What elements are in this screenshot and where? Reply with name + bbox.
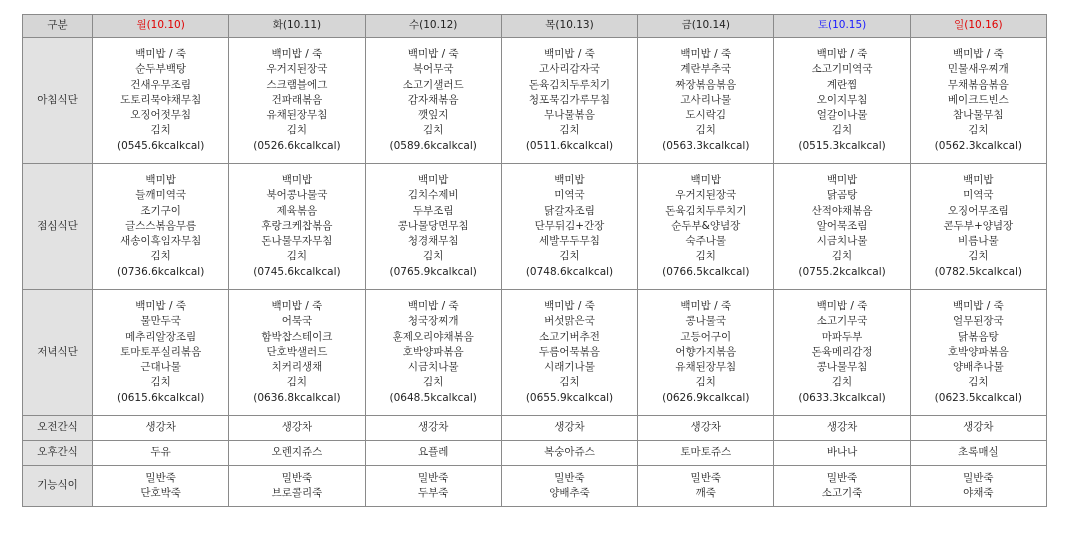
- menu-item: (0511.6kcalkcal): [525, 139, 614, 152]
- menu-item: 김치: [968, 376, 989, 389]
- menu-item: 짜장볶음볶음: [675, 78, 737, 91]
- menu-cell: [501, 164, 637, 290]
- menu-item: 백미밥 / 죽: [135, 48, 187, 61]
- menu-item: (0766.5kcalkcal): [662, 265, 750, 278]
- menu-item: (0633.3kcalkcal): [798, 391, 886, 404]
- menu-item: 토마토푸실리볶음: [120, 345, 202, 358]
- menu-item: (0655.9kcalkcal): [525, 391, 614, 404]
- snack-cell: [93, 441, 229, 466]
- menu-item: 고사리감자국: [539, 63, 600, 76]
- menu-item: (0526.6kcalkcal): [253, 139, 341, 152]
- menu-item: 청국장찌개: [407, 315, 459, 328]
- row-label: 아침식단: [23, 38, 93, 164]
- menu-item: (0562.3kcalkcal): [934, 139, 1023, 152]
- menu-item: 유채된장무침: [675, 361, 737, 374]
- menu-item: 닭곰탕: [826, 189, 858, 202]
- menu-item: 밀반죽: [826, 471, 858, 484]
- menu-item: 백미밥: [145, 174, 176, 187]
- day-header: 일(10.16): [910, 15, 1046, 38]
- menu-item: 백미밥 / 죽: [680, 300, 732, 313]
- menu-item: 돈육메리감정: [811, 345, 873, 358]
- menu-item: 백미밥: [417, 174, 449, 187]
- menu-item: 무채볶음볶음: [947, 78, 1009, 91]
- snack-cell: [501, 416, 637, 441]
- menu-item: 복숭아쥬스: [544, 446, 595, 459]
- menu-item: 어묵국: [281, 315, 313, 328]
- menu-item: 김치: [150, 376, 171, 389]
- category-header: 구분: [23, 15, 93, 38]
- menu-item: 제육볶음: [276, 204, 318, 217]
- day-header: 화(10.11): [229, 15, 365, 38]
- menu-cell: [910, 164, 1046, 290]
- menu-item: 백미밥: [690, 174, 721, 187]
- menu-item: 후랑크케찹볶음: [261, 219, 333, 232]
- menu-item: 콩나물무침: [816, 361, 868, 374]
- diet-cell: [229, 466, 365, 507]
- menu-cell: [501, 38, 637, 164]
- menu-item: 김치: [423, 124, 444, 137]
- menu-item: 단호박샐러드: [266, 345, 328, 358]
- diet-cell: [93, 466, 229, 507]
- menu-item: 스크램블에그: [266, 78, 328, 91]
- pm-snack-row: [23, 441, 1047, 466]
- snack-cell: [229, 416, 365, 441]
- menu-item: 백미밥 / 죽: [816, 300, 868, 313]
- menu-item: 생강차: [417, 421, 449, 434]
- menu-item: 물만두국: [140, 315, 181, 328]
- menu-item: 단호박죽: [140, 487, 181, 499]
- breakfast-row: [23, 38, 1047, 164]
- menu-item: 두름어묵볶음: [539, 345, 600, 358]
- menu-item: 백미밥: [963, 174, 994, 187]
- menu-item: 요플레: [417, 446, 449, 459]
- menu-item: 생강차: [826, 421, 858, 434]
- menu-cell: [638, 164, 774, 290]
- menu-item: 순두부&양념장: [671, 219, 741, 232]
- menu-item: 생강차: [281, 421, 313, 434]
- lunch-row: [23, 164, 1047, 290]
- menu-item: 백미밥 / 죽: [816, 48, 868, 61]
- menu-item: 백미밥: [554, 174, 585, 187]
- header-row: [23, 15, 1047, 38]
- menu-item: 계란부추국: [680, 63, 732, 76]
- snack-cell: [501, 441, 637, 466]
- menu-item: 함박찹스테이크: [261, 330, 333, 343]
- am-snack-row: [23, 416, 1047, 441]
- menu-item: (0515.3kcalkcal): [798, 139, 886, 152]
- day-header: 수(10.12): [365, 15, 501, 38]
- menu-item: 베이크드빈스: [947, 93, 1009, 106]
- menu-item: 감자채볶음: [407, 93, 459, 106]
- menu-item: 양배추나물: [952, 361, 1004, 374]
- menu-item: 미역국: [963, 189, 994, 202]
- menu-item: 들깨미역국: [135, 189, 186, 202]
- dinner-row: [23, 290, 1047, 416]
- menu-item: 김치: [968, 250, 989, 263]
- menu-item: 생강차: [690, 421, 721, 434]
- menu-item: 무나물볶음: [544, 109, 595, 122]
- menu-item: 백미밥 / 죽: [407, 48, 459, 61]
- snack-cell: [229, 441, 365, 466]
- menu-item: 김치: [559, 124, 580, 137]
- menu-item: 백미밥 / 죽: [544, 300, 595, 313]
- menu-item: 김치: [695, 250, 716, 263]
- menu-item: 백미밥 / 죽: [544, 48, 595, 61]
- menu-item: 바나나: [826, 446, 858, 459]
- menu-item: 우거지된장국: [266, 63, 328, 76]
- menu-item: 김치: [423, 376, 444, 389]
- menu-item: 소고기버추전: [539, 330, 600, 343]
- menu-item: 초록매실: [958, 446, 999, 459]
- menu-item: 청경채무침: [407, 235, 459, 248]
- menu-item: 토마토쥬스: [680, 446, 732, 459]
- diet-cell: [910, 466, 1046, 507]
- diet-cell: [638, 466, 774, 507]
- menu-item: 김치: [831, 124, 853, 137]
- menu-item: 조기구이: [140, 204, 181, 217]
- menu-item: 숙주나물: [685, 235, 727, 248]
- menu-item: 참나물무침: [952, 109, 1004, 122]
- menu-item: 생강차: [554, 421, 585, 434]
- menu-item: 얼갈이나물: [816, 109, 868, 122]
- functional-diet-row: [23, 466, 1047, 507]
- menu-item: 미역국: [554, 189, 585, 202]
- menu-item: 밀반죽: [281, 471, 313, 484]
- menu-item: (0648.5kcalkcal): [389, 391, 477, 404]
- menu-item: (0626.9kcalkcal): [662, 391, 750, 404]
- menu-item: 치커리생채: [271, 361, 323, 374]
- menu-cell: [93, 38, 229, 164]
- menu-item: 백미밥 / 죽: [407, 300, 459, 313]
- menu-item: 김치수제비: [407, 189, 459, 202]
- menu-item: 오렌지쥬스: [271, 446, 323, 459]
- menu-item: 김치: [831, 376, 853, 389]
- menu-cell: [229, 164, 365, 290]
- menu-item: 훈제오리야채볶음: [392, 330, 474, 343]
- menu-item: 밀반죽: [690, 471, 721, 484]
- menu-cell: [93, 164, 229, 290]
- menu-item: 김치: [968, 124, 989, 137]
- menu-item: 도시락김: [685, 109, 727, 122]
- menu-item: (0782.5kcalkcal): [934, 265, 1023, 278]
- snack-cell: [774, 416, 910, 441]
- menu-item: 생강차: [963, 421, 994, 434]
- menu-item: 두유: [150, 446, 171, 459]
- menu-item: 밀반죽: [417, 471, 449, 484]
- menu-item: 김치: [695, 124, 716, 137]
- snack-cell: [365, 441, 501, 466]
- menu-item: 고등어구이: [680, 330, 732, 343]
- menu-item: 어향가지볶음: [675, 345, 737, 358]
- menu-item: 글스스볶음무름: [125, 219, 197, 232]
- menu-item: (0765.9kcalkcal): [389, 265, 477, 278]
- menu-item: 유채된장무침: [266, 109, 328, 122]
- menu-item: 북어무국: [412, 63, 454, 76]
- menu-item: 메추리알장조림: [125, 330, 197, 343]
- menu-cell: [501, 290, 637, 416]
- menu-item: 브로콜리죽: [271, 487, 323, 499]
- menu-item: 오이지무침: [816, 93, 868, 106]
- snack-cell: [93, 416, 229, 441]
- menu-item: 북어콩나물국: [266, 189, 328, 202]
- menu-cell: [774, 290, 910, 416]
- menu-item: (0589.6kcalkcal): [389, 139, 477, 152]
- menu-item: 닭볶음탕: [958, 330, 999, 343]
- menu-item: (0563.3kcalkcal): [662, 139, 750, 152]
- menu-cell: [229, 290, 365, 416]
- menu-item: 시금치나물: [407, 361, 459, 374]
- menu-item: 오징어젓무침: [130, 109, 192, 122]
- menu-item: 순두부백탕: [135, 63, 186, 76]
- menu-item: 깨죽: [695, 487, 716, 499]
- menu-item: 청포묵김가루무침: [528, 93, 611, 106]
- menu-item: (0545.6kcalkcal): [116, 139, 205, 152]
- menu-item: 김치: [150, 124, 171, 137]
- menu-cell: [93, 290, 229, 416]
- menu-item: 김치: [423, 250, 444, 263]
- menu-item: (0736.6kcalkcal): [116, 265, 205, 278]
- menu-item: 김치: [831, 250, 853, 263]
- menu-item: 소고기샐러드: [402, 78, 464, 91]
- menu-item: 돈육김치두루치기: [665, 204, 747, 217]
- menu-item: 김치: [695, 376, 716, 389]
- menu-item: 건새우무조림: [130, 78, 192, 91]
- day-header: 월(10.10): [93, 15, 229, 38]
- menu-cell: [774, 38, 910, 164]
- menu-item: 백미밥 / 죽: [952, 300, 1004, 313]
- menu-item: 두부죽: [417, 487, 449, 499]
- menu-item: 우거지된장국: [675, 189, 737, 202]
- row-label: 점심식단: [23, 164, 93, 290]
- menu-cell: [910, 38, 1046, 164]
- menu-item: 김치: [286, 250, 308, 263]
- row-label: 오전간식: [23, 416, 93, 441]
- snack-cell: [638, 441, 774, 466]
- menu-item: 김치: [559, 376, 580, 389]
- diet-cell: [365, 466, 501, 507]
- menu-item: 새송이흑임자무침: [120, 235, 202, 248]
- day-header: 목(10.13): [501, 15, 637, 38]
- menu-item: 오징어무조림: [947, 204, 1009, 217]
- menu-item: 돈나물무자무침: [261, 235, 333, 248]
- diet-cell: [501, 466, 637, 507]
- menu-item: 백미밥 / 죽: [135, 300, 187, 313]
- menu-item: 밀반죽: [554, 471, 585, 484]
- menu-item: 산적야채볶음: [811, 204, 873, 217]
- menu-item: (0615.6kcalkcal): [116, 391, 205, 404]
- menu-item: 야채죽: [963, 487, 994, 499]
- snack-cell: [774, 441, 910, 466]
- menu-item: 생강차: [145, 421, 176, 434]
- menu-item: 계란찜: [826, 78, 858, 91]
- menu-item: 김치: [286, 376, 308, 389]
- row-label: 저녁식단: [23, 290, 93, 416]
- menu-item: 백미밥 / 죽: [271, 300, 323, 313]
- snack-cell: [638, 416, 774, 441]
- menu-item: 소고기죽: [821, 487, 863, 499]
- menu-item: 건파래볶음: [271, 93, 323, 106]
- menu-item: 세발무두무침: [539, 235, 600, 248]
- menu-item: 비름나물: [958, 235, 999, 248]
- menu-item: 버섯맑은국: [544, 315, 595, 328]
- weekly-meal-table: [22, 14, 1047, 507]
- menu-item: 백미밥: [826, 174, 858, 187]
- menu-item: 백미밥: [281, 174, 313, 187]
- menu-item: (0623.5kcalkcal): [934, 391, 1023, 404]
- row-label: 기능식이: [23, 466, 93, 507]
- menu-cell: [229, 38, 365, 164]
- menu-item: 깻잎지: [417, 109, 449, 122]
- menu-item: (0748.6kcalkcal): [525, 265, 614, 278]
- menu-item: 도토리묵야채무침: [120, 93, 202, 106]
- menu-cell: [910, 290, 1046, 416]
- day-header: 토(10.15): [774, 15, 910, 38]
- menu-item: 김치: [150, 250, 171, 263]
- menu-item: 돈육김치두루치기: [528, 78, 611, 91]
- menu-item: 백미밥 / 죽: [952, 48, 1004, 61]
- menu-cell: [774, 164, 910, 290]
- menu-item: 고사리나물: [680, 93, 732, 106]
- menu-item: 마파두부: [821, 330, 863, 343]
- diet-cell: [774, 466, 910, 507]
- menu-cell: [365, 290, 501, 416]
- menu-item: 근대나물: [140, 361, 181, 374]
- menu-item: 시금치나물: [816, 235, 868, 248]
- menu-item: 콘두부+양념장: [943, 219, 1014, 232]
- menu-item: 콩나물당면무침: [397, 219, 469, 232]
- menu-item: 밀반죽: [963, 471, 994, 484]
- snack-cell: [910, 441, 1046, 466]
- menu-cell: [365, 164, 501, 290]
- menu-item: 두부조림: [412, 204, 454, 217]
- day-header: 금(10.14): [638, 15, 774, 38]
- menu-item: 김치: [559, 250, 580, 263]
- menu-item: (0755.2kcalkcal): [798, 265, 886, 278]
- menu-item: 콩나물국: [685, 315, 727, 328]
- menu-item: 백미밥 / 죽: [271, 48, 323, 61]
- snack-cell: [365, 416, 501, 441]
- menu-item: 시래기나물: [544, 361, 595, 374]
- menu-item: 김치: [286, 124, 308, 137]
- menu-cell: [365, 38, 501, 164]
- menu-cell: [638, 38, 774, 164]
- menu-item: 백미밥 / 죽: [680, 48, 732, 61]
- menu-cell: [638, 290, 774, 416]
- menu-item: 민물새우찌개: [947, 63, 1009, 76]
- row-label: 오후간식: [23, 441, 93, 466]
- menu-item: 양배추죽: [549, 487, 590, 499]
- menu-item: (0636.8kcalkcal): [253, 391, 341, 404]
- menu-item: 알어묵조림: [816, 219, 868, 232]
- menu-item: 밀반죽: [145, 471, 176, 484]
- menu-item: 닭갈자조림: [544, 204, 595, 217]
- menu-item: 소고기무국: [816, 315, 868, 328]
- menu-item: (0745.6kcalkcal): [253, 265, 341, 278]
- menu-item: 단무뒤김+간장: [534, 219, 605, 232]
- menu-item: 얼무된장국: [952, 315, 1004, 328]
- menu-item: 소고기미역국: [811, 63, 873, 76]
- snack-cell: [910, 416, 1046, 441]
- menu-item: 호박양파볶음: [402, 345, 464, 358]
- menu-item: 호박양파볶음: [947, 345, 1009, 358]
